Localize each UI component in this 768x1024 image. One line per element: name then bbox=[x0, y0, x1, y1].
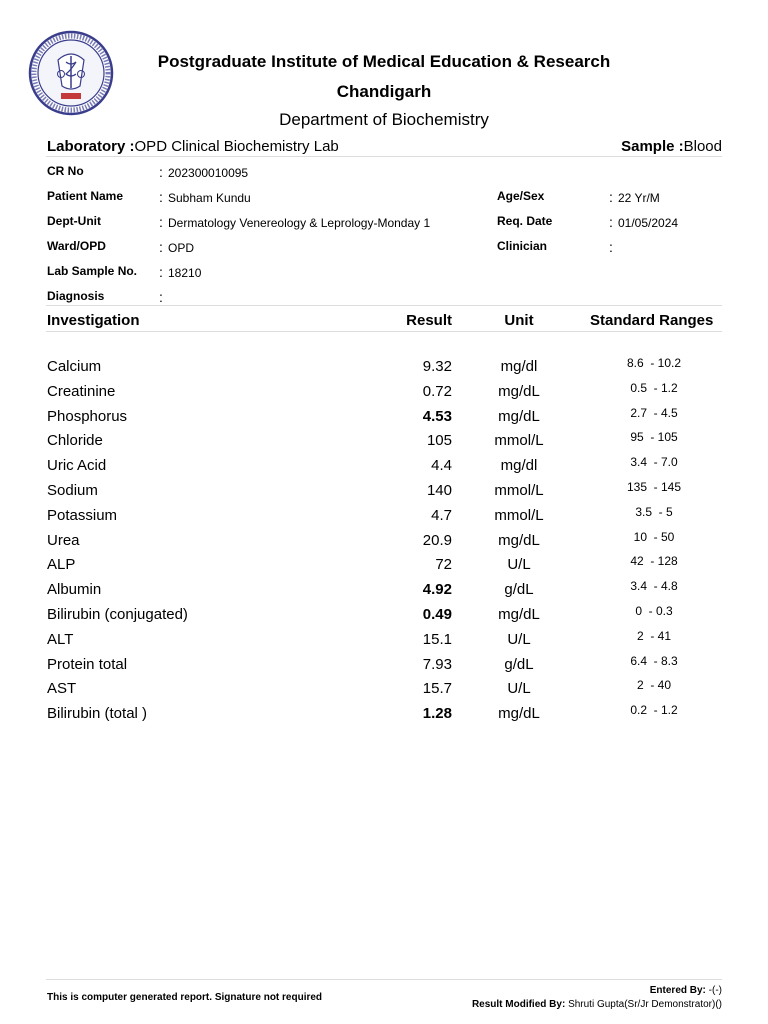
result-value: 4.53 bbox=[422, 407, 452, 425]
institute-seal-logo bbox=[28, 30, 114, 116]
standard-range: 95 - 105 bbox=[630, 430, 678, 445]
dept-unit-value: Dermatology Venereology & Leprology-Monday 1 bbox=[168, 216, 431, 230]
unit-value: U/L bbox=[507, 680, 531, 698]
result-value: 4.7 bbox=[431, 506, 452, 524]
colon: : bbox=[159, 164, 163, 180]
colon: : bbox=[609, 239, 613, 255]
footer-note: This is computer generated report. Signature not required bbox=[47, 992, 323, 1003]
investigation-name: Urea bbox=[47, 531, 80, 549]
unit-value: U/L bbox=[507, 556, 531, 574]
result-value: 0.72 bbox=[422, 382, 452, 400]
table-row bbox=[0, 628, 768, 651]
unit-value: g/dL bbox=[504, 655, 534, 673]
patient-name-value: Subham Kundu bbox=[168, 191, 251, 205]
standard-range: 10 - 50 bbox=[633, 529, 675, 544]
table-row bbox=[0, 432, 768, 452]
standard-range: 0 - 0.3 bbox=[635, 604, 673, 618]
result-value: 105 bbox=[426, 432, 452, 450]
divider bbox=[46, 331, 722, 332]
result-value: 15.1 bbox=[422, 630, 452, 648]
entered-by bbox=[650, 985, 722, 996]
colon: : bbox=[609, 189, 613, 205]
table-row bbox=[0, 680, 768, 700]
investigation-name: Bilirubin (conjugated) bbox=[47, 606, 188, 623]
unit-value: mg/dL bbox=[498, 531, 540, 549]
sample-label: Sample : bbox=[621, 138, 684, 155]
age-sex-value: 22 Yr/M bbox=[618, 191, 660, 205]
colon: : bbox=[159, 289, 163, 305]
investigation-name: Protein total bbox=[47, 655, 128, 673]
standard-range: 42 - 128 bbox=[630, 554, 678, 569]
cr-no-value: 202300010095 bbox=[168, 166, 249, 180]
dept-unit-label: Dept-Unit bbox=[47, 214, 101, 228]
unit-value: mg/dL bbox=[498, 606, 540, 623]
ward-value: OPD bbox=[168, 241, 195, 255]
ward-label: Ward/OPD bbox=[47, 239, 106, 253]
department-name: Department of Biochemistry bbox=[279, 110, 489, 129]
unit-value: mg/dL bbox=[498, 382, 540, 400]
investigation-name: Calcium bbox=[47, 358, 102, 375]
table-row bbox=[0, 529, 768, 552]
entered-by-label: Entered By: bbox=[649, 985, 706, 996]
institute-city: Chandigarh bbox=[336, 82, 432, 101]
result-value: 9.32 bbox=[422, 358, 452, 375]
standard-range: 2.7 - 4.5 bbox=[630, 405, 678, 420]
unit-value: mg/dl bbox=[500, 457, 538, 475]
lab-sample-value: 18210 bbox=[168, 266, 202, 280]
divider bbox=[46, 979, 722, 980]
investigation-name: Uric Acid bbox=[47, 457, 107, 475]
unit-header: Unit bbox=[504, 312, 534, 329]
unit-value: mmol/L bbox=[494, 482, 544, 499]
result-header: Result bbox=[406, 312, 452, 329]
investigation-name: Albumin bbox=[47, 581, 102, 599]
result-value: 20.9 bbox=[422, 531, 452, 549]
table-row bbox=[0, 556, 768, 576]
table-row bbox=[0, 705, 768, 725]
standard-range: 3.5 - 5 bbox=[635, 504, 673, 519]
unit-value: mg/dL bbox=[498, 407, 540, 425]
sample-value: Blood bbox=[683, 138, 722, 155]
table-row bbox=[0, 653, 768, 676]
colon: : bbox=[159, 264, 163, 280]
table-row bbox=[0, 482, 768, 502]
investigation-name: Bilirubin (total ) bbox=[47, 705, 148, 723]
standard-range: 6.4 - 8.3 bbox=[630, 653, 678, 668]
table-row bbox=[0, 457, 768, 477]
clinician-label: Clinician bbox=[497, 239, 548, 253]
investigation-name: Potassium bbox=[47, 506, 118, 524]
unit-value: mg/dL bbox=[498, 705, 540, 723]
colon: : bbox=[159, 239, 163, 255]
result-value: 4.4 bbox=[431, 457, 452, 475]
result-value: 0.49 bbox=[422, 606, 452, 623]
result-value: 7.93 bbox=[422, 655, 452, 673]
divider bbox=[46, 305, 722, 306]
diagnosis-label: Diagnosis bbox=[47, 289, 105, 303]
modified-by-label: Result Modified By: bbox=[471, 999, 566, 1010]
age-sex-label: Age/Sex bbox=[497, 189, 545, 203]
standard-range: 0.5 - 1.2 bbox=[630, 380, 678, 395]
colon: : bbox=[159, 189, 163, 205]
result-value: 140 bbox=[426, 482, 452, 499]
entered-by-value: -(-) bbox=[708, 985, 722, 996]
table-row bbox=[0, 606, 768, 626]
investigation-header: Investigation bbox=[47, 312, 140, 329]
standard-range: 2 - 41 bbox=[636, 628, 672, 643]
lab-sample-label: Lab Sample No. bbox=[47, 264, 138, 278]
investigation-name: Chloride bbox=[47, 432, 103, 450]
patient-name-label: Patient Name bbox=[47, 189, 124, 203]
standard-range: 3.4 - 4.8 bbox=[630, 579, 678, 594]
cr-no-label: CR No bbox=[47, 164, 84, 178]
standard-range: 3.4 - 7.0 bbox=[630, 455, 678, 470]
sample-field bbox=[621, 138, 722, 155]
modified-by-value: Shruti Gupta(Sr/Jr Demonstrator)() bbox=[568, 999, 722, 1010]
unit-value: g/dL bbox=[504, 581, 534, 599]
result-value: 4.92 bbox=[422, 581, 452, 599]
req-date-value: 01/05/2024 bbox=[618, 216, 679, 230]
req-date-label: Req. Date bbox=[497, 214, 553, 228]
investigation-name: ALP bbox=[47, 556, 76, 574]
investigation-name: AST bbox=[47, 680, 77, 698]
investigation-name: Creatinine bbox=[47, 382, 116, 400]
standard-ranges-header: Standard Ranges bbox=[590, 312, 714, 329]
table-row bbox=[0, 405, 768, 428]
standard-range: 8.6 - 10.2 bbox=[626, 356, 682, 370]
standard-range: 135 - 145 bbox=[626, 480, 682, 494]
laboratory-label: Laboratory : bbox=[47, 138, 135, 155]
colon: : bbox=[159, 214, 163, 230]
result-value: 1.28 bbox=[422, 705, 452, 723]
unit-value: mmol/L bbox=[494, 432, 544, 450]
table-row bbox=[0, 504, 768, 527]
result-value: 15.7 bbox=[422, 680, 452, 698]
unit-value: mg/dl bbox=[500, 358, 538, 375]
laboratory-value: OPD Clinical Biochemistry Lab bbox=[134, 138, 339, 155]
unit-value: mmol/L bbox=[494, 506, 544, 524]
investigation-name: Sodium bbox=[47, 482, 98, 499]
table-row bbox=[0, 581, 768, 601]
colon: : bbox=[609, 214, 613, 230]
unit-value: U/L bbox=[507, 630, 531, 648]
investigation-name: ALT bbox=[47, 630, 74, 648]
institute-name: Postgraduate Institute of Medical Education & Research bbox=[157, 52, 611, 71]
table-row bbox=[0, 380, 768, 403]
result-modified-by bbox=[472, 999, 722, 1010]
divider bbox=[46, 156, 722, 157]
standard-range: 0.2 - 1.2 bbox=[630, 703, 678, 718]
result-value: 72 bbox=[435, 556, 452, 574]
investigation-name: Phosphorus bbox=[47, 407, 128, 425]
laboratory-line bbox=[47, 138, 722, 155]
standard-range: 2 - 40 bbox=[636, 678, 672, 693]
table-row bbox=[0, 358, 768, 378]
